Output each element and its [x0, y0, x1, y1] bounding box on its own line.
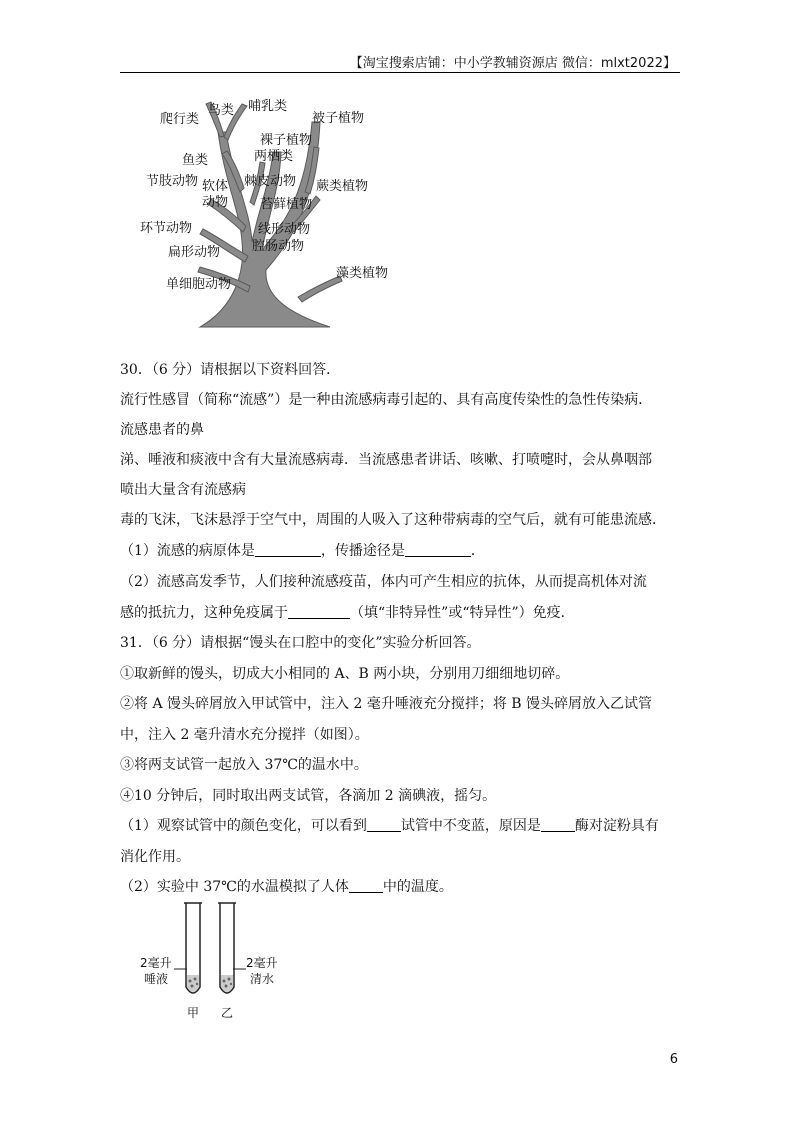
q30-q1-text-a: （1）流感的病原体是	[120, 543, 255, 559]
label-mollusc-2: 动物	[202, 195, 229, 210]
tube-jia-contents	[187, 975, 199, 992]
q31-question-1	[120, 816, 659, 836]
label-reptiles: 爬行类	[160, 112, 200, 127]
q30-q2-text-b: （填“非特异性”或“特异性”）免疫．	[350, 605, 575, 621]
answer-blank-enzyme[interactable]	[541, 817, 575, 832]
q31-title: 31．（6 分）请根据“馒头在口腔中的变化”实验分析回答。	[120, 635, 481, 651]
q30-passage-4: 喷出大量含有流感病	[120, 482, 246, 498]
q30-passage-2: 流感患者的鼻	[120, 422, 204, 438]
label-fish: 鱼类	[182, 153, 209, 168]
label-water: 清水	[250, 972, 275, 986]
answer-blank-transmission[interactable]	[405, 542, 471, 557]
label-saliva: 唾液	[144, 972, 169, 986]
label-mammals: 哺乳类	[248, 99, 288, 114]
label-tube-yi: 乙	[221, 1006, 234, 1020]
page-header: 【淘宝搜索店铺：中小学教辅资源店 微信：mlxt2022】	[349, 56, 676, 71]
q30-q1-text-b: ，传播途径是	[320, 543, 405, 559]
label-algae: 藻类植物	[336, 266, 389, 281]
q30-q1-text-c: ．	[470, 543, 485, 559]
label-gymnosperms: 裸子植物	[260, 133, 313, 148]
q31-step-2b: 中，注入 2 毫升清水充分搅拌（如图）。	[120, 727, 369, 743]
q30-passage-1: 流行性感冒（简称“流感”）是一种由流感病毒引起的、具有高度传染性的急性传染病．	[120, 392, 653, 408]
label-echinoderms: 棘皮动物	[244, 174, 297, 189]
label-nematodes: 线形动物	[258, 222, 311, 237]
label-angiosperms: 被子植物	[312, 111, 365, 126]
q31-q1-text-c: 酶对淀粉具有	[574, 818, 659, 834]
q31-step-4: ④10 分钟后，同时取出两支试管，各滴加 2 滴碘液，摇匀。	[120, 788, 497, 804]
q31-question-1-cont: 消化作用。	[120, 849, 190, 865]
label-water-amount: 2毫升	[246, 956, 278, 970]
q31-step-3: ③将两支试管一起放入 37℃的温水中。	[120, 757, 368, 773]
q31-q1-text-b: 试管中不变蓝，原因是	[400, 818, 541, 834]
q30-passage-5: 毒的飞沫，飞沫悬浮于空气中，周围的人吸入了这种带病毒的空气后，就有可能患流感．	[120, 512, 666, 528]
label-tube-jia: 甲	[187, 1006, 200, 1020]
evolution-tree-figure	[140, 92, 400, 332]
tube-yi-contents	[221, 975, 233, 992]
answer-blank-tube[interactable]	[367, 817, 401, 832]
answer-blank-organ[interactable]	[349, 878, 383, 893]
label-mosses: 苔藓植物	[260, 197, 313, 212]
answer-blank-pathogen[interactable]	[255, 542, 321, 557]
q30-q2-text-a: 感的抵抗力，这种免疫属于	[120, 605, 288, 621]
label-amphibians: 两栖类	[254, 149, 294, 164]
q31-q1-text-a: （1）观察试管中的颜色变化，可以看到	[120, 818, 367, 834]
q31-q2-text-b: 中的温度。	[382, 879, 453, 895]
test-tubes-figure	[140, 895, 300, 1025]
q31-step-2a: ②将 A 馒头碎屑放入甲试管中，注入 2 毫升唾液充分搅拌；将 B 馒头碎屑放入乙试管	[120, 696, 653, 712]
label-arthropods: 节肢动物	[146, 174, 199, 189]
q31-step-1: ①取新鲜的馒头，切成大小相同的 A、B 两小块，分别用刀细细地切碎。	[120, 666, 570, 682]
q30-question-1	[120, 541, 485, 561]
label-annelids: 环节动物	[140, 221, 193, 236]
label-birds: 鸟类	[208, 103, 235, 118]
q31-q2-text-a: （2）实验中 37℃的水温模拟了人体	[120, 879, 349, 895]
label-saliva-amount: 2毫升	[140, 956, 172, 970]
q31-question-2	[120, 877, 453, 897]
label-ferns: 蕨类植物	[316, 179, 369, 194]
label-cnidarians: 腔肠动物	[252, 239, 305, 254]
label-flatworms: 扁形动物	[168, 245, 221, 260]
q30-question-2-line1: （2）流感高发季节，人们接种流感疫苗，体内可产生相应的抗体，从而提高机体对流	[120, 574, 647, 590]
q30-question-2-line2	[120, 603, 575, 623]
q30-title: 30．（6 分）请根据以下资料回答．	[120, 362, 341, 378]
label-protozoa: 单细胞动物	[166, 277, 232, 292]
answer-blank-immunity[interactable]	[288, 604, 350, 619]
header-rule	[120, 72, 680, 73]
label-mollusc-1: 软体	[202, 179, 229, 194]
q30-passage-3: 涕、唾液和痰液中含有大量流感病毒．当流感患者讲话、咳嗽、打喷嚏时，会从鼻咽部	[120, 452, 652, 468]
page-number: 6	[669, 1052, 678, 1067]
